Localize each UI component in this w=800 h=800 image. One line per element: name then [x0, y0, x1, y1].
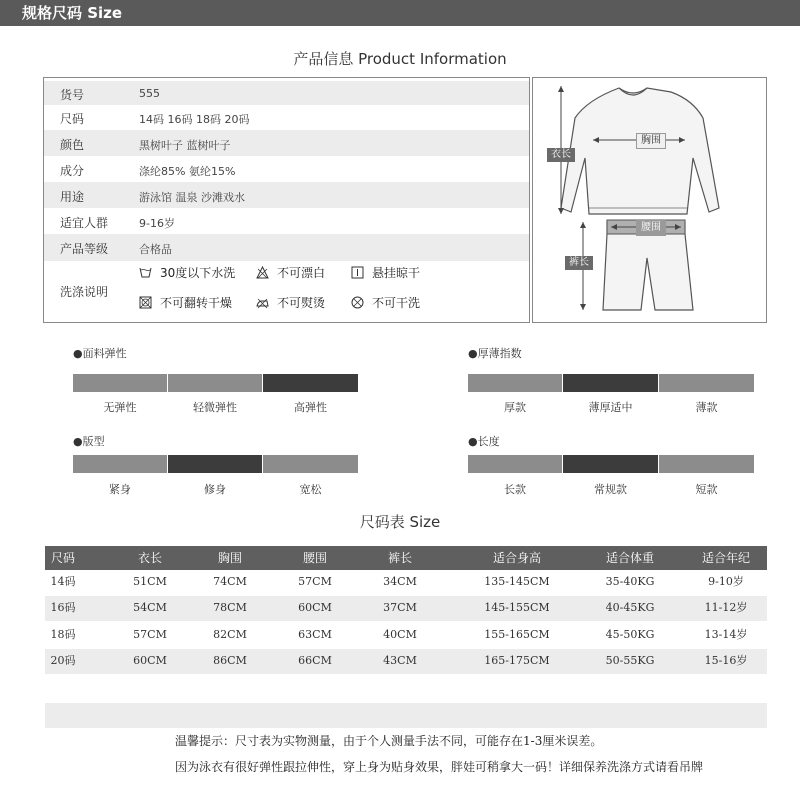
- table-cell: 165-175CM: [484, 654, 550, 667]
- property-option: 无弹性: [103, 401, 137, 414]
- no-tumble-dry-icon: [139, 296, 152, 309]
- info-label: 成分: [60, 164, 85, 178]
- header-bar: [0, 0, 800, 26]
- property-option: 轻微弹性: [193, 401, 237, 414]
- table-cell: 40CM: [383, 628, 417, 641]
- property-segment-selected: [563, 455, 658, 473]
- info-label: 产品等级: [60, 242, 109, 256]
- property-segment: [168, 374, 262, 392]
- info-value: 涤纶85% 氨纶15%: [139, 165, 236, 178]
- table-cell: 11-12岁: [704, 601, 748, 614]
- table-row: [45, 596, 767, 621]
- product-info-title: 产品信息 Product Information: [293, 50, 507, 68]
- info-label: 适宜人群: [60, 216, 109, 230]
- property-segment: [468, 374, 562, 392]
- table-cell: 155-165CM: [484, 628, 550, 641]
- info-label: 尺码: [60, 112, 85, 126]
- property-option: 常规款: [594, 483, 627, 496]
- wash-item-text: 悬挂晾干: [372, 266, 421, 280]
- wash-item: [256, 264, 325, 281]
- top-length-tag: 衣长: [547, 148, 575, 162]
- property-title: ●长度: [468, 435, 500, 448]
- chest-tag: 胸围: [636, 133, 666, 149]
- info-row: [44, 105, 529, 130]
- wash-instructions-label: 洗涤说明: [60, 285, 109, 299]
- header-title: 规格尺码 Size: [22, 4, 123, 22]
- column-header: 衣长: [137, 551, 162, 565]
- property-option: 薄款: [695, 401, 718, 414]
- table-cell: 34CM: [383, 575, 417, 588]
- table-row: [45, 570, 767, 595]
- info-row: [44, 81, 529, 105]
- table-cell: 43CM: [383, 654, 417, 667]
- wash-item-text: 不可干洗: [372, 296, 421, 310]
- wash-item: [351, 294, 420, 311]
- product-info-table: [43, 77, 530, 323]
- property-bar: [73, 374, 358, 392]
- table-cell: 82CM: [213, 628, 247, 641]
- table-row: [45, 623, 767, 648]
- property-segment-selected: [168, 455, 262, 473]
- pants-length-tag: 裤长: [565, 256, 593, 270]
- property-option: 长款: [504, 483, 526, 496]
- table-row: [45, 649, 767, 674]
- no-bleach-icon: [256, 266, 269, 279]
- column-header: 腰围: [302, 551, 327, 565]
- table-cell: 13-14岁: [704, 628, 748, 641]
- column-header: 适合年纪: [701, 551, 750, 565]
- table-cell: 63CM: [298, 628, 332, 641]
- property-segment: [73, 455, 167, 473]
- divider-bar: [45, 703, 767, 728]
- wash-item: [139, 294, 232, 311]
- size-table-header: [45, 546, 767, 570]
- table-cell: 86CM: [213, 654, 247, 667]
- wash-item: [139, 264, 235, 281]
- property-segment: [263, 455, 358, 473]
- table-cell: 60CM: [133, 654, 167, 667]
- wash-30-icon: [139, 266, 152, 279]
- fit-note: 因为泳衣有很好弹性跟拉伸性，穿上身为贴身效果，胖娃可稍拿大一码！详细保养洗涤方式请看吊牌: [175, 760, 704, 774]
- info-row: [44, 208, 529, 234]
- property-segment: [468, 455, 562, 473]
- wash-item-text: 30度以下水洗: [160, 266, 236, 280]
- info-label: 用途: [60, 190, 85, 204]
- table-cell: 20码: [50, 654, 76, 667]
- table-cell: 15-16岁: [704, 654, 748, 667]
- info-value: 9-16岁: [139, 217, 175, 230]
- info-label: 颜色: [60, 138, 85, 152]
- size-chart-title: 尺码表 Size: [359, 513, 441, 531]
- property-title: ●厚薄指数: [468, 347, 522, 360]
- wash-instructions: [139, 264, 519, 320]
- property-option: 修身: [204, 483, 226, 496]
- table-cell: 45-50KG: [605, 628, 655, 641]
- hang-dry-icon: [351, 266, 364, 279]
- property-title: ●版型: [73, 435, 105, 448]
- info-row: [44, 130, 529, 156]
- column-header: 胸围: [217, 551, 242, 565]
- info-value: 14码 16码 18码 20码: [139, 113, 250, 126]
- waist-tag: 腰围: [636, 220, 666, 236]
- property-option: 薄厚适中: [588, 401, 633, 414]
- property-segment-selected: [263, 374, 358, 392]
- info-value: 合格品: [139, 243, 172, 256]
- table-cell: 18码: [50, 628, 76, 641]
- property-segment: [659, 455, 754, 473]
- table-cell: 135-145CM: [484, 575, 550, 588]
- wash-item: [256, 294, 325, 311]
- table-cell: 57CM: [298, 575, 332, 588]
- property-option: 宽松: [299, 483, 322, 496]
- property-segment: [73, 374, 167, 392]
- garment-diagram: [532, 77, 767, 323]
- table-cell: 54CM: [133, 601, 167, 614]
- property-bar: [73, 455, 358, 473]
- table-cell: 145-155CM: [484, 601, 550, 614]
- wash-item: [351, 264, 420, 281]
- column-header: 尺码: [50, 551, 75, 565]
- column-header: 适合体重: [605, 551, 654, 565]
- property-bar: [468, 374, 754, 392]
- wash-item-text: 不可翻转干燥: [160, 296, 233, 310]
- info-value: 黑树叶子 蓝树叶子: [139, 139, 231, 152]
- wash-item-text: 不可熨烫: [277, 296, 326, 310]
- info-value: 游泳馆 温泉 沙滩戏水: [139, 191, 245, 204]
- property-option: 厚款: [504, 401, 526, 414]
- column-header: 裤长: [387, 551, 412, 565]
- property-option: 紧身: [109, 483, 131, 496]
- property-segment-selected: [563, 374, 658, 392]
- table-cell: 37CM: [383, 601, 417, 614]
- info-label: 货号: [60, 88, 85, 102]
- property-title: ●面料弹性: [73, 347, 127, 360]
- info-row: [44, 234, 529, 261]
- property-option: 高弹性: [294, 401, 327, 414]
- wash-item-text: 不可漂白: [277, 266, 326, 280]
- property-option: 短款: [695, 483, 718, 496]
- table-cell: 50-55KG: [605, 654, 655, 667]
- info-row: [44, 182, 529, 208]
- table-cell: 35-40KG: [605, 575, 655, 588]
- property-bar: [468, 455, 754, 473]
- column-header: 适合身高: [492, 551, 541, 565]
- info-row: [44, 156, 529, 182]
- table-cell: 14码: [50, 575, 76, 588]
- property-segment: [659, 374, 754, 392]
- table-cell: 66CM: [298, 654, 332, 667]
- no-iron-icon: [256, 296, 269, 309]
- garment-illustration: [533, 78, 766, 322]
- tip-note: 温馨提示：尺寸表为实物测量，由于个人测量手法不同，可能存在1-3厘米误差。: [175, 734, 603, 748]
- table-cell: 51CM: [133, 575, 167, 588]
- table-cell: 60CM: [298, 601, 332, 614]
- table-cell: 40-45KG: [605, 601, 655, 614]
- table-cell: 9-10岁: [708, 575, 744, 588]
- no-dry-clean-icon: [351, 296, 364, 309]
- table-cell: 16码: [50, 601, 76, 614]
- table-cell: 74CM: [213, 575, 247, 588]
- table-cell: 78CM: [213, 601, 247, 614]
- info-value: 555: [139, 87, 160, 100]
- table-cell: 57CM: [133, 628, 167, 641]
